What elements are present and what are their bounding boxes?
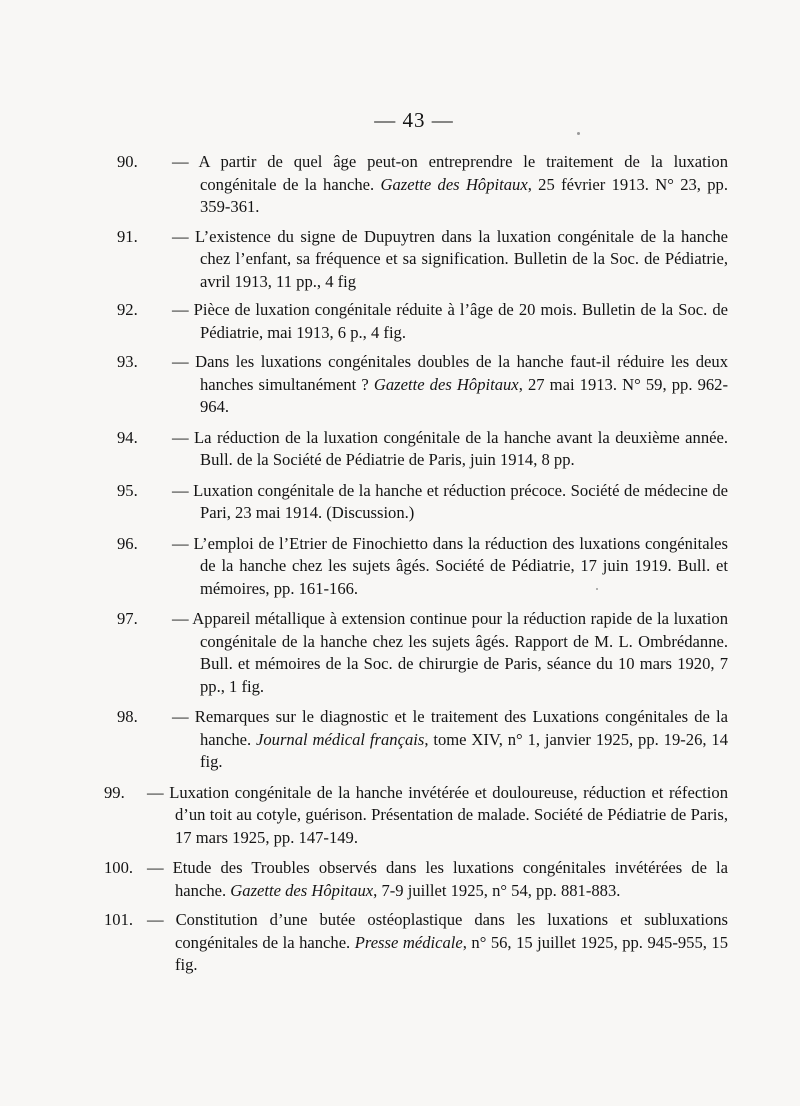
entry-text-segment: , n° 56, 15 juillet 1925, pp. 945-955, 15 fig. xyxy=(175,932,729,974)
entry-text-segment: — L’existence du signe de Dupuytren dans la luxation congénitale de la hanche chez l’enfant, sa fréquence et sa signification. Bulletin de la Soc. de Pédiatrie, avril 1913, 11 pp., 4 fig xyxy=(172,226,728,291)
entry-number: 99. xyxy=(104,782,125,802)
entry-text xyxy=(172,480,728,525)
entry-number: 93. xyxy=(117,352,138,371)
bibliography-list xyxy=(0,151,800,977)
entry-text-segment: , tome XIV, n° 1, janvier 1925, pp. 19-26, 14 fig. xyxy=(200,729,728,771)
page-number: — 43 — xyxy=(374,108,454,132)
entry-text-segment: — Etude des Troubles observés dans les luxations congénitales invétérées de la hanche. xyxy=(147,858,728,900)
journal-title: Gazette des Hôpitaux xyxy=(380,174,528,194)
entry-number: 95. xyxy=(117,480,138,500)
bibliography-entry-98 xyxy=(0,706,800,774)
entry-text-segment: — Appareil métallique à extension continue pour la réduction rapide de la luxation congénitale de la hanche chez les sujets âgés. Rapport de M. L. Ombrédanne. Bull. et mémoires de la Soc. de chirurgie de Paris, séance du 10 mars 1920, 7 pp., 1 fig. xyxy=(172,609,728,696)
print-speck xyxy=(596,588,598,590)
entry-text xyxy=(147,857,728,902)
entry-text-segment: , 27 mai 1913. N° 59, pp. 962-964. xyxy=(200,374,728,416)
journal-title: Presse médicale xyxy=(354,932,463,952)
entry-text-segment: — Pièce de luxation congénitale réduite à l’âge de 20 mois. Bulletin de la Soc. de Pédiatrie, mai 1913, 6 p., 4 fig. xyxy=(172,300,728,342)
entry-number: 91. xyxy=(117,226,138,246)
bibliography-entry-96 xyxy=(0,533,800,601)
entry-number: 100. xyxy=(104,858,134,877)
entry-text xyxy=(172,427,728,472)
entry-number: 90. xyxy=(117,152,138,171)
print-speck xyxy=(577,132,580,135)
entry-number: 94. xyxy=(117,427,138,447)
entry-text xyxy=(147,909,729,977)
entry-text xyxy=(172,608,728,698)
entry-text-segment: — Constitution d’une butée ostéoplastique dans les luxations et subluxations congénitales de la hanche. xyxy=(147,910,728,952)
journal-title: Gazette des Hôpitaux xyxy=(230,880,374,900)
entry-number: 101. xyxy=(104,910,134,929)
entry-text xyxy=(172,351,728,419)
entry-text-segment: — L’emploi de l’Etrier de Finochietto dans la réduction des luxations congénitales de la hanche chez les sujets âgés. Société de Pédiatrie, 17 juin 1919. Bull. et mémoires, pp. 161-166. xyxy=(172,533,728,598)
journal-title: Gazette des Hôpitaux xyxy=(373,374,519,394)
entry-text-segment: — Remarques sur le diagnostic et le traitement des Luxations congénitales de la hanche. xyxy=(172,707,728,749)
entry-text xyxy=(172,533,728,601)
entry-text xyxy=(172,226,728,294)
journal-title: Journal médical français xyxy=(256,729,425,749)
entry-text xyxy=(172,299,728,344)
bibliography-entry-92 xyxy=(0,299,800,344)
entry-number: 98. xyxy=(117,707,138,726)
entry-number: 97. xyxy=(117,609,138,628)
entry-text xyxy=(147,782,728,850)
entry-number: 96. xyxy=(117,533,138,553)
bibliography-entry-100 xyxy=(0,857,800,902)
bibliography-entry-99 xyxy=(0,782,800,850)
entry-text-segment: — Luxation congénitale de la hanche et réduction précoce. Société de médecine de Pari, 23 mai 1914. (Discussion.) xyxy=(172,480,728,522)
entry-number: 92. xyxy=(117,300,138,319)
bibliography-entry-101 xyxy=(0,909,800,977)
entry-text xyxy=(172,706,728,774)
bibliography-entry-97 xyxy=(0,608,800,698)
bibliography-entry-95 xyxy=(0,480,800,525)
entry-text-segment: — Dans les luxations congénitales doubles de la hanche faut-il réduire les deux hanches simultanément ? xyxy=(172,352,728,394)
entry-text-segment: , 25 février 1913. N° 23, pp. 359-361. xyxy=(200,174,728,216)
entry-text-segment: — Luxation congénitale de la hanche invétérée et douloureuse, réduction et réfection d’un toit au cotyle, guérison. Présentation de malade. Société de Pédiatrie de Paris, 17 mars 1925, pp. 147-149. xyxy=(147,782,728,847)
entry-text-segment: — A partir de quel âge peut-on entreprendre le traitement de la luxation congénitale de la hanche. xyxy=(172,152,728,194)
entry-text-segment: — La réduction de la luxation congénitale de la hanche avant la deuxième année. Bull. de la Société de Pédiatrie de Paris, juin 1914, 8 pp. xyxy=(172,427,728,469)
bibliography-entry-93 xyxy=(0,351,800,419)
entry-text-segment: , 7-9 juillet 1925, n° 54, pp. 881-883. xyxy=(373,880,621,900)
entry-text xyxy=(172,151,728,219)
bibliography-entry-90 xyxy=(0,151,800,219)
bibliography-entry-91 xyxy=(0,226,800,294)
bibliography-entry-94 xyxy=(0,427,800,472)
